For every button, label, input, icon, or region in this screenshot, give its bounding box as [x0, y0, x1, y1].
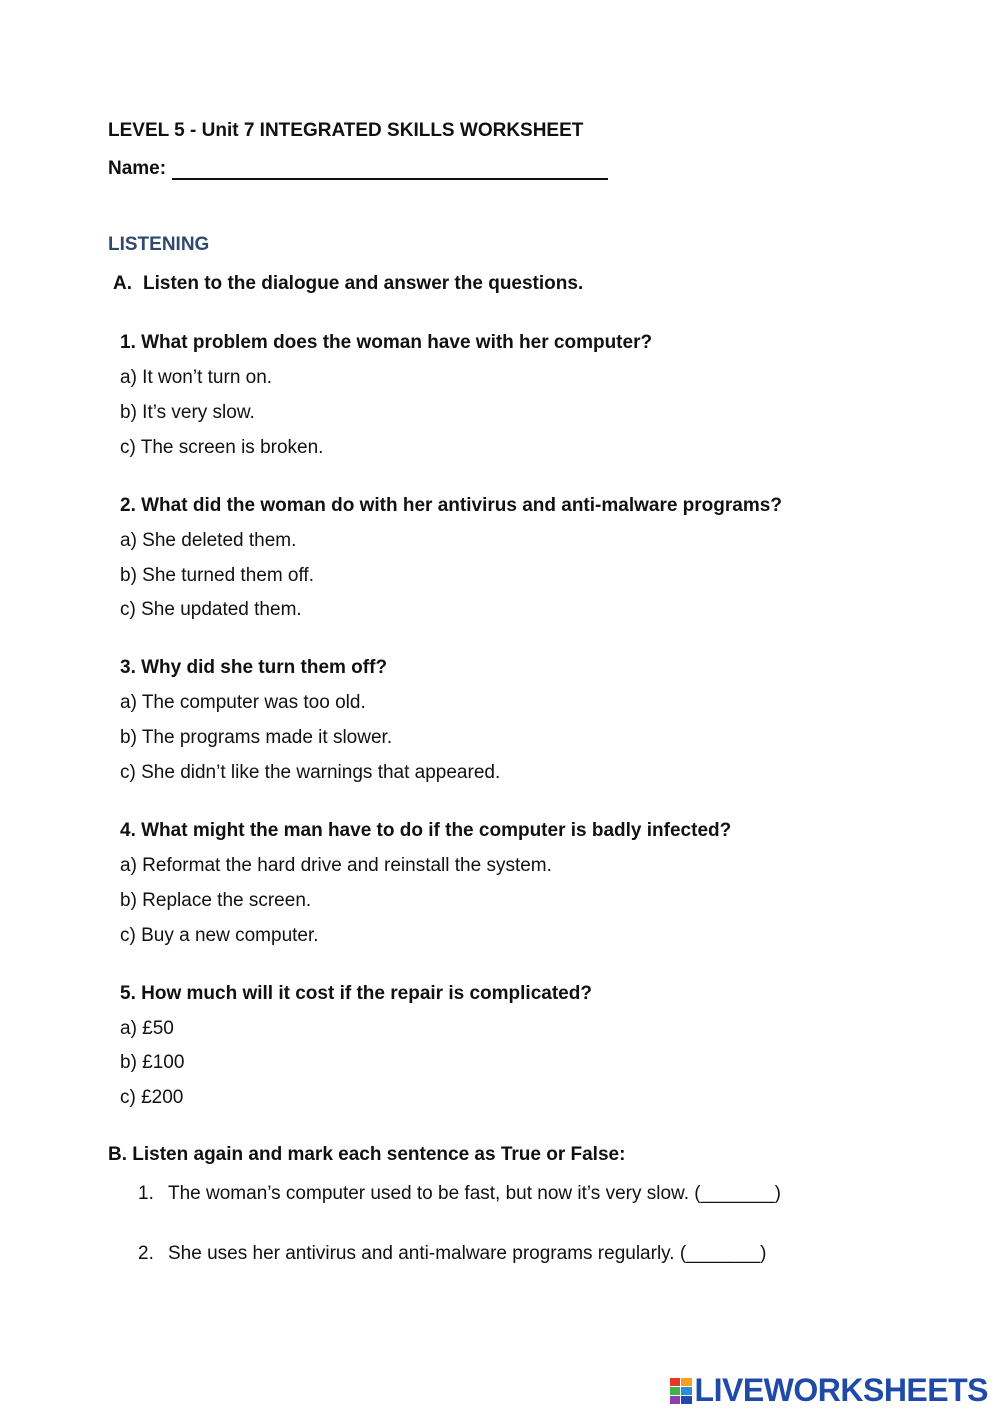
- logo-block: [681, 1387, 692, 1395]
- name-label: Name:: [108, 158, 167, 179]
- section-heading-listening: LISTENING: [108, 234, 210, 255]
- question-4-option-a[interactable]: a) Reformat the hard drive and reinstall the system.: [120, 855, 552, 876]
- question-1-option-c[interactable]: c) The screen is broken.: [120, 437, 324, 458]
- logo-mark-icon: [670, 1378, 692, 1404]
- question-3-option-b[interactable]: b) The programs made it slower.: [120, 727, 393, 748]
- logo-block: [681, 1378, 692, 1386]
- true-false-item: [138, 1183, 781, 1205]
- part-a-instruction-text: Listen to the dialogue and answer the questions.: [143, 273, 584, 294]
- logo-block: [670, 1396, 681, 1404]
- logo-text: LIVEWORKSHEETS: [694, 1372, 988, 1408]
- name-input-line[interactable]: [172, 158, 608, 180]
- question-5-option-c[interactable]: c) £200: [120, 1087, 184, 1108]
- true-false-item: [138, 1243, 766, 1265]
- question-4-option-b[interactable]: b) Replace the screen.: [120, 890, 312, 911]
- question-5: 5. How much will it cost if the repair is complicated?: [120, 983, 592, 1004]
- worksheet-title: LEVEL 5 - Unit 7 INTEGRATED SKILLS WORKSHEET: [108, 120, 584, 141]
- true-false-statement[interactable]: She uses her antivirus and anti-malware programs regularly. (_______): [168, 1243, 767, 1264]
- logo-block: [681, 1396, 692, 1404]
- question-2-option-b[interactable]: b) She turned them off.: [120, 565, 314, 586]
- part-b-instruction: B. Listen again and mark each sentence as True or False:: [108, 1144, 626, 1165]
- true-false-statement[interactable]: The woman’s computer used to be fast, but now it’s very slow. (_______): [168, 1183, 781, 1204]
- item-number: 2.: [138, 1243, 154, 1264]
- liveworksheets-logo: [670, 1372, 988, 1409]
- name-row: [108, 158, 608, 180]
- question-3-option-c[interactable]: c) She didn’t like the warnings that appeared.: [120, 762, 501, 783]
- part-a-label: A.: [113, 273, 132, 294]
- question-4: 4. What might the man have to do if the computer is badly infected?: [120, 820, 732, 841]
- question-5-option-b[interactable]: b) £100: [120, 1052, 185, 1073]
- logo-block: [670, 1378, 681, 1386]
- part-a-instruction: [113, 273, 583, 295]
- question-4-option-c[interactable]: c) Buy a new computer.: [120, 925, 319, 946]
- question-1-option-b[interactable]: b) It’s very slow.: [120, 402, 255, 423]
- question-1: 1. What problem does the woman have with her computer?: [120, 332, 653, 353]
- question-3-option-a[interactable]: a) The computer was too old.: [120, 692, 366, 713]
- question-2-option-c[interactable]: c) She updated them.: [120, 599, 302, 620]
- question-3: 3. Why did she turn them off?: [120, 657, 388, 678]
- question-1-option-a[interactable]: a) It won’t turn on.: [120, 367, 273, 388]
- question-2: 2. What did the woman do with her antivirus and anti-malware programs?: [120, 495, 782, 516]
- logo-block: [670, 1387, 681, 1395]
- item-number: 1.: [138, 1183, 154, 1204]
- question-5-option-a[interactable]: a) £50: [120, 1018, 174, 1039]
- question-2-option-a[interactable]: a) She deleted them.: [120, 530, 297, 551]
